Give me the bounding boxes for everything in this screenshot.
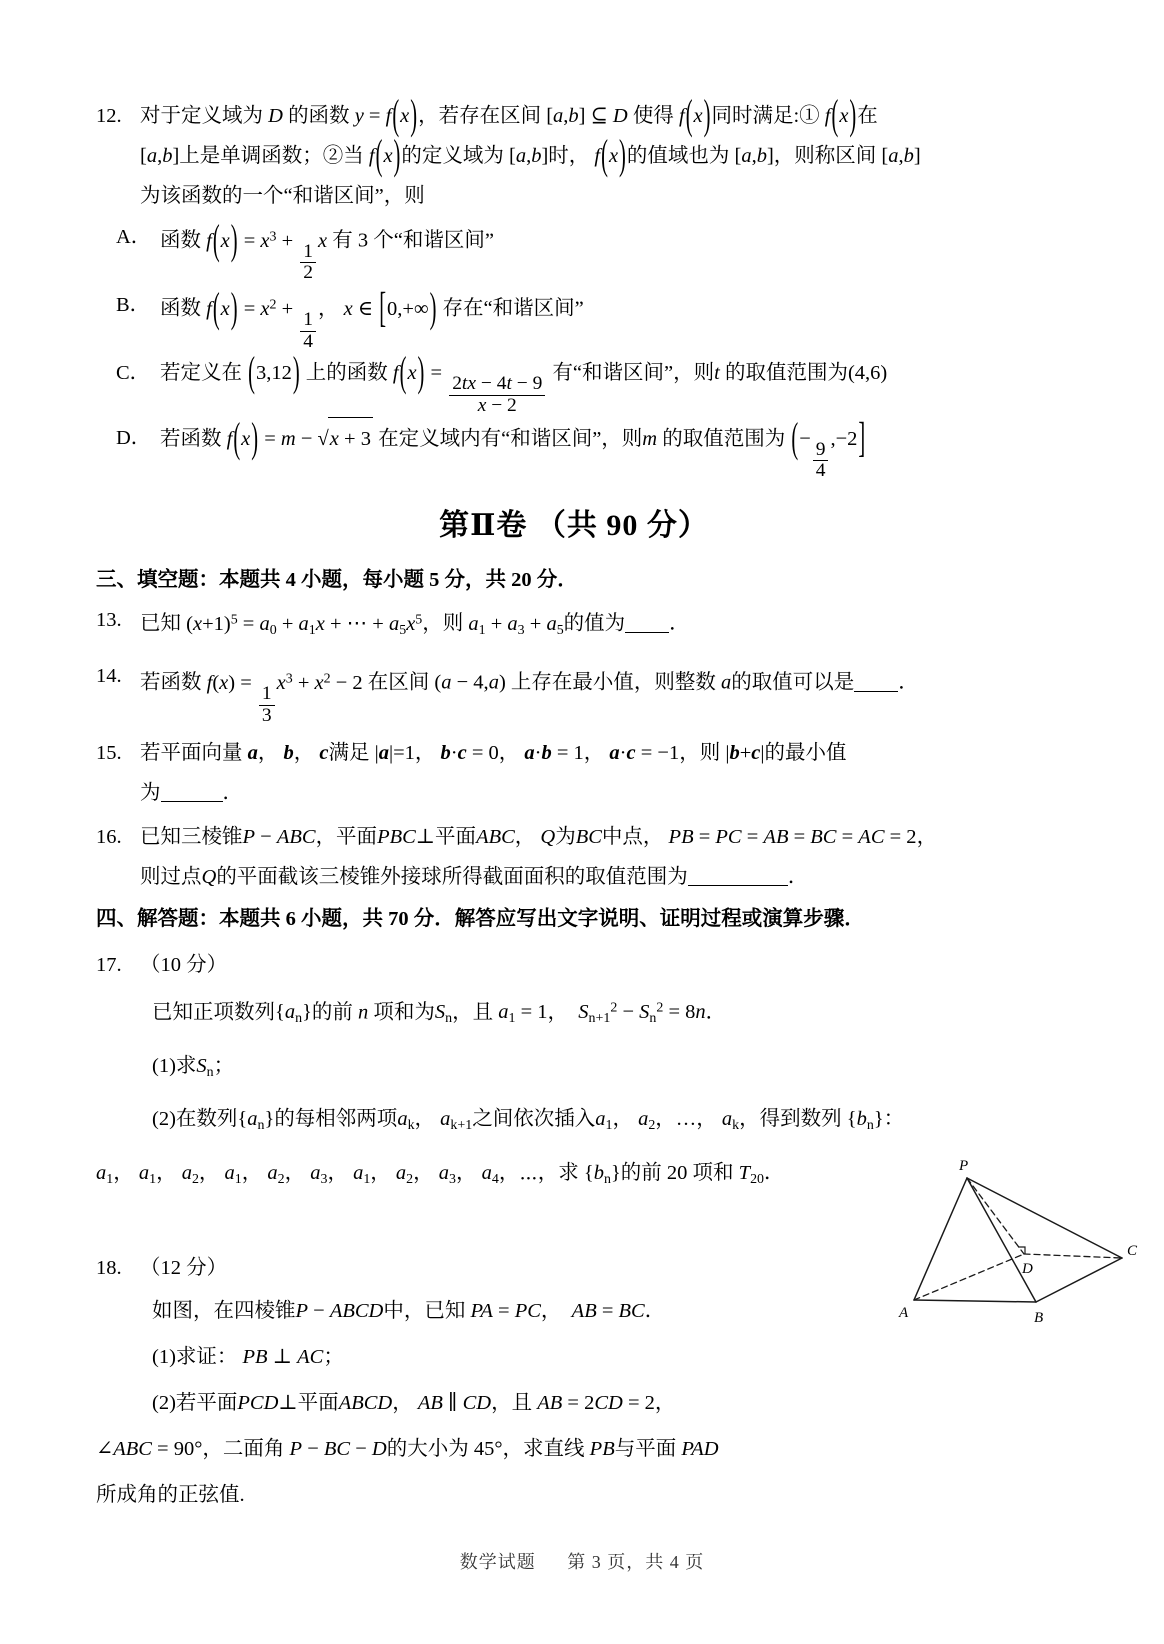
q17-stem-a: 已知正项数列: [152, 1001, 275, 1024]
q15-text-i: 的最小值: [764, 741, 847, 764]
q14-text-c: 上存在最小值，则整数: [510, 672, 716, 695]
q18-part2-c: ，: [392, 1391, 413, 1414]
volume-mid: 卷 （共: [496, 508, 598, 542]
volume-prefix: 第: [439, 508, 471, 542]
answer-blank-15[interactable]: [161, 801, 223, 802]
q12-text-c: ，若存在区间: [418, 105, 542, 127]
question-16-number: 16.: [96, 825, 122, 848]
q17-seq-tail-a: ，⋯，求: [498, 1161, 579, 1184]
question-18-line-4: 所成角的正弦值.: [96, 1483, 245, 1506]
option-c-range: (4,6): [847, 362, 888, 385]
question-14-number: 14.: [96, 665, 122, 688]
section-four-heading: 四、解答题：本题共 6 小题，共 70 分．解答应写出文字说明、证明过程或演算步骤．: [96, 907, 865, 930]
question-13: [96, 600, 1052, 651]
q18-part2-a: (2)若平面: [152, 1391, 238, 1414]
q14-text-a: 若函数: [140, 672, 202, 695]
volume-suffix: 分）: [646, 508, 709, 542]
q15-text-a: 若平面向量: [140, 741, 243, 764]
section-three-heading: 三、填空题：本题共 4 小题，每小题 5 分，共 20 分．: [96, 568, 578, 591]
q18-stem-d: ．: [644, 1299, 666, 1322]
question-12-option-d[interactable]: [96, 417, 1052, 482]
option-c-mid: 上的函数: [305, 362, 388, 385]
question-18-stem: 如图，在四棱锥P − ABCD中，已知 PA = PC， AB = BC．: [152, 1299, 666, 1322]
q17-part2-g: ，得到数列: [739, 1107, 842, 1130]
question-12-line-2: [a,b]上是单调函数；②当 f(x)的定义域为 [a,b]时， f(x)的值域也为 [a,b]，则称区间 [a,b]: [140, 133, 921, 179]
option-b-label: B．: [116, 294, 151, 317]
option-a-body: 函数 $f(x) = x^3$ + $\frac{1}{2}$ x 有 3 个“和谐区间”: [160, 218, 494, 284]
question-15-line-2: 为 ．: [140, 781, 243, 804]
volume-two-heading: [96, 504, 1052, 548]
q12-text-i: 时，: [548, 145, 590, 167]
option-c-post-b: 的取值范围为: [724, 362, 848, 385]
footer-subject: 数学试题: [459, 1552, 536, 1572]
question-17-sequence-line: $a_1$， $a_1$， $a_2$， $a_1$， $a_2$， $a_3$， $a_1$， $a_2$， $a_3$， $a_4$，⋯，求 $\{b_n\}$的前 20 项和 $T_{20}$．: [96, 1161, 785, 1187]
edge-AB: [914, 1300, 1036, 1302]
q12-text-k: ，则称区间: [773, 145, 877, 167]
q18-line3-c: 与平面: [614, 1437, 677, 1460]
question-12-body: [140, 93, 1052, 216]
question-12: [96, 93, 1052, 216]
q16-text-b: ，平面: [315, 825, 378, 848]
q15-sep-4: ，: [498, 741, 520, 764]
q17-part2-f: ，…，: [655, 1107, 717, 1130]
q15-sep-1: ，: [257, 741, 279, 764]
answer-blank-16[interactable]: [688, 885, 788, 886]
q17-part1-a: (1)求: [152, 1055, 197, 1078]
question-16-line-2: 则过点Q的平面截该三棱锥外接球所得截面面积的取值范围为 ．: [140, 865, 809, 888]
q12-text-d: 使得: [632, 105, 674, 127]
q17-stem-f: ．: [705, 1001, 727, 1024]
q16-text-d: ，: [514, 825, 536, 848]
vertex-label-A: A: [899, 1305, 909, 1321]
question-13-line: 已知 $(x+1)^5 = a_0 + a_1x$ + ⋯ + $a_5x^5$，则 $a_1 + a_3 + a_5$的值为 ．: [140, 611, 690, 638]
q12-text-e: 同时满足:①: [711, 105, 820, 127]
q17-part2-d: 之间依次插入: [472, 1107, 596, 1130]
question-17-part-1: (1)求$S_n$；: [152, 1055, 235, 1080]
q15-sep-2: ，: [293, 741, 315, 764]
option-d-body: 若函数 f(x) = m − √x + 3 在定义域内有“和谐区间”，则m 的取值范围为 (− $\frac{9}{4}$ ,−2]: [160, 415, 866, 482]
answer-blank-14[interactable]: [854, 691, 898, 692]
q13-text-a: 已知: [140, 612, 181, 635]
q17-part2-e: ，: [612, 1107, 633, 1130]
question-18-figure: [894, 1150, 1144, 1350]
q17-part2-a: (2)在数列: [152, 1107, 238, 1130]
q14-text-d: 的取值可以是: [731, 672, 855, 695]
q18-part2-b: ⊥平面: [278, 1391, 339, 1414]
question-17-score: （10 分）: [140, 953, 228, 976]
q16-text-f: 中点，: [601, 825, 664, 848]
edge-PA: [914, 1178, 967, 1300]
q17-seq-tail-c: ．: [764, 1161, 785, 1184]
answer-blank-13[interactable]: [625, 632, 669, 633]
volume-score: 90: [606, 508, 639, 542]
q16-text-c: ⊥平面: [415, 825, 477, 848]
q17-stem-d: ，且: [452, 1001, 494, 1024]
edge-BC: [1036, 1258, 1122, 1302]
q18-line3-a: ，二面角: [202, 1437, 285, 1460]
q17-stem-b: 的前: [311, 1001, 353, 1024]
q15-sep-3: ，: [414, 741, 436, 764]
q12-text-b: 的函数: [288, 105, 350, 127]
option-c-body: 若定义在 (3,12) 上的函数 f(x) = $\frac{2tx - 4t - 9}{x - 2}$ 有“和谐区间”，则t 的取值范围为(4,6): [160, 350, 888, 416]
q15-text-j: 为: [140, 781, 161, 804]
question-18-part-2: (2)若平面PCD⊥平面ABCD， AB ∥ CD，且 AB = 2CD = 2，: [152, 1391, 676, 1414]
vertex-label-D: D: [1022, 1261, 1033, 1277]
q16-text-e: 为: [555, 825, 576, 848]
question-18-number: 18.: [96, 1256, 122, 1279]
q17-part1-b: ；: [213, 1055, 235, 1078]
question-12-line-1: 对于定义域为 D 的函数 y = f(x)，若存在区间 [a,b] ⊆ D 使得 f(x)同时满足:① f(x)在: [140, 93, 878, 139]
question-14: [96, 656, 1052, 726]
vertex-label-P: P: [959, 1158, 969, 1174]
q17-stem-e: ，: [547, 1001, 569, 1024]
option-a-label: A．: [116, 226, 152, 248]
question-14-line: 若函数 f(x) = $\frac{1}{3}$ $x^3 + x^2 - 2$ 在区间 (a − 4,a) 上存在最小值，则整数 a的取值可以是 ．: [140, 671, 919, 726]
question-18-line-3: ∠ABC = 90°，二面角 P − BC − D的大小为 45°，求直线 PB与平面 PAD: [96, 1437, 719, 1460]
q18-stem-c: ，: [540, 1299, 562, 1322]
option-d-label: D．: [116, 426, 152, 449]
question-18-score: （12 分）: [140, 1256, 228, 1279]
q12-text-a: 对于定义域为: [140, 105, 263, 127]
q18-stem-a: 如图，在四棱锥: [152, 1299, 296, 1322]
option-b-body: 函数 $f(x) = x^2$ + $\frac{1}{4}$ ， x ∈ [0,+∞) 存在“和谐区间”: [160, 286, 584, 352]
q18-line3-b: 的大小为 45°，求直线: [386, 1437, 585, 1460]
q14-text-b: 在区间: [367, 672, 430, 695]
edge-DC: [1024, 1254, 1122, 1258]
q18-part2-e: ，: [654, 1391, 676, 1414]
q15-text-h: ，则: [679, 741, 721, 764]
volume-roman: Ⅱ: [470, 508, 497, 542]
q13-text-c: 的值为: [563, 612, 626, 635]
q12-text-g: 上是单调函数；②当: [179, 145, 364, 167]
q17-part2-c: ，: [414, 1107, 436, 1130]
q17-part2-h: ：: [883, 1107, 905, 1130]
q18-part2-d: ，且: [491, 1391, 533, 1414]
q12-text-j: 的值域也为: [626, 145, 730, 167]
edge-PC: [967, 1178, 1122, 1258]
question-17-stem: 已知正项数列$\{a_n\}$的前 n 项和为$S_n$，且 $a_1 = 1$， $S_{n+1}^2 - S_n^2 = 8n$．: [152, 1000, 727, 1027]
question-17-number: 17.: [96, 953, 122, 976]
question-15-line-1: 若平面向量 a， b， c满足 |a|=1， b·c = 0， a·b = 1， a·c = −1，则 |b+c|的最小值: [140, 741, 847, 764]
q16-line2-a: 则过点: [140, 865, 202, 888]
option-c-post-a: 有“和谐区间”，则: [552, 362, 715, 385]
pyramid-diagram: [894, 1150, 1144, 1350]
question-17-part-2: (2)在数列$\{a_n\}$的每相邻两项$a_k$， $a_{k+1}$之间依次插入$a_1$， $a_2$，…， $a_k$，得到数列 $\{b_n\}$：: [152, 1107, 905, 1133]
vertex-label-C: C: [1127, 1243, 1138, 1259]
question-16-line-1: 已知三棱锥P − ABC，平面PBC⊥平面ABC， Q为BC中点， PB = PC = AB = BC = AC = 2，: [140, 825, 938, 848]
question-15: [96, 733, 1052, 813]
question-12-option-a[interactable]: [96, 216, 1052, 284]
q15-sep-5: ，: [583, 741, 605, 764]
q13-text-b: ，则: [422, 612, 464, 635]
q17-stem-c: 项和为: [373, 1001, 435, 1024]
q18-stem-b: 中，已知: [383, 1299, 466, 1322]
q16-line2-b: 的平面截该三棱锥外接球所得截面面积的取值范围为: [216, 865, 688, 888]
option-b-post: 存在“和谐区间”: [442, 297, 584, 320]
option-b-pre: 函数: [160, 297, 201, 320]
question-17: [96, 945, 1052, 985]
q18-part1-a: (1)求证：: [152, 1345, 238, 1368]
q16-text-a: 已知三棱锥: [140, 825, 243, 848]
footer-page-number: 第 3 页，共 4 页: [567, 1552, 705, 1572]
question-15-number: 15.: [96, 741, 122, 764]
question-12-number: 12.: [96, 105, 122, 127]
q15-text-d: 满足: [328, 741, 370, 764]
q12-text-h: 的定义域为: [401, 145, 504, 167]
page-footer: [0, 1548, 1164, 1574]
q17-seq-tail-b: 的前 20 项和: [620, 1161, 734, 1184]
option-d-pre: 若函数: [160, 427, 222, 450]
question-13-number: 13.: [96, 608, 122, 631]
q12-text-f: 在: [857, 105, 878, 127]
option-d-mid: 在定义域内有“和谐区间”，则: [378, 427, 643, 450]
question-18-part-1: (1)求证： PB ⊥ AC；: [152, 1345, 344, 1368]
option-d-range: (− $\frac{9}{4}$ ,−2]: [791, 415, 866, 482]
option-a-pre: 函数: [160, 229, 201, 252]
q18-part1-b: ；: [323, 1345, 344, 1368]
vertex-label-B: B: [1034, 1310, 1044, 1326]
option-a-post: 有 3 个“和谐区间”: [332, 229, 494, 252]
question-16: [96, 817, 1052, 897]
question-12-option-b[interactable]: [96, 284, 1052, 352]
edge-PD: [967, 1178, 1024, 1254]
question-12-line-3: 为该函数的一个“和谐区间”，则: [140, 185, 425, 207]
option-c-label: C．: [116, 362, 151, 385]
option-c-pre: 若定义在: [160, 362, 242, 385]
option-d-post: 的取值范围为: [662, 427, 786, 450]
q17-part2-b: 的每相邻两项: [274, 1107, 398, 1130]
q16-text-g: ，: [916, 825, 938, 848]
